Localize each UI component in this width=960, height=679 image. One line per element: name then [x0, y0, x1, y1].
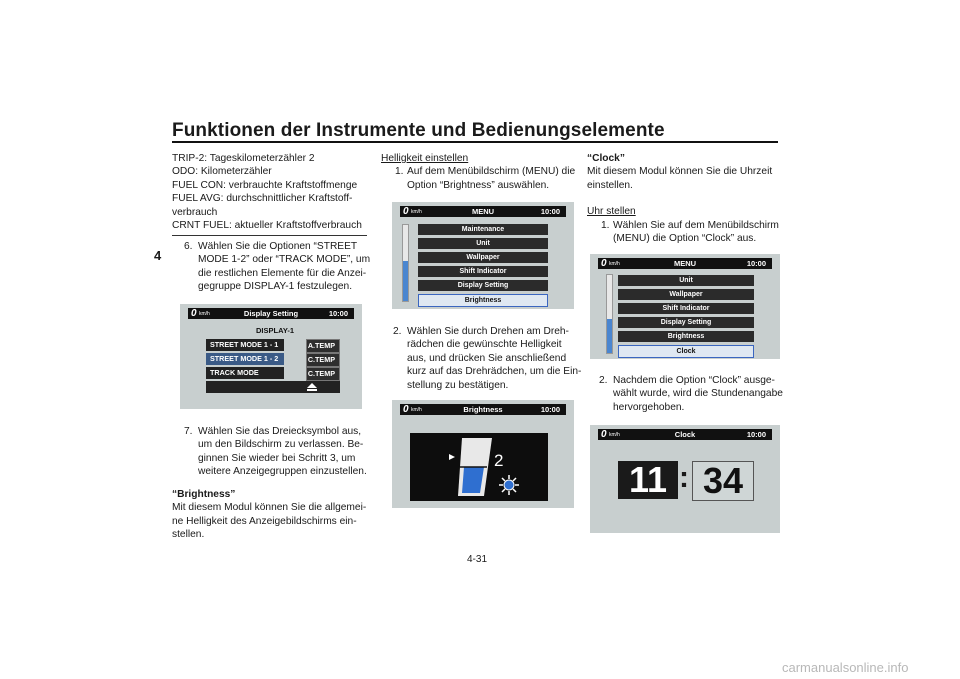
screen-status-bar — [188, 308, 354, 319]
text-line: Nachdem die Option “Clock” ausge- — [613, 375, 775, 386]
brightness-level-gauge[interactable] — [454, 436, 494, 498]
text-line: stellung zu bestätigen. — [407, 379, 509, 391]
step-2-clock — [587, 374, 792, 414]
clock-minutes-field[interactable]: 34 — [692, 461, 754, 501]
screen-status-bar — [598, 258, 772, 269]
text-line: einstellen. — [587, 179, 633, 191]
clock-readout: 10:00 — [328, 309, 348, 318]
menu-item-shift-indicator[interactable]: Shift Indicator — [618, 303, 754, 314]
text-line: Mit diesem Modul können Sie die Uhrzeit — [587, 166, 773, 178]
page-number: 4-31 — [467, 554, 488, 565]
exit-button[interactable] — [206, 381, 340, 393]
column-3 — [587, 152, 787, 245]
speed-unit: km/h — [609, 261, 620, 267]
screen-title: Brightness — [463, 405, 503, 414]
step-number: 1. — [395, 166, 404, 178]
step-number: 2. — [599, 375, 608, 386]
subheading: Helligkeit einstellen — [381, 153, 469, 164]
step-2-brightness — [381, 325, 586, 392]
clock-screen — [590, 425, 780, 533]
step-number: 6. — [184, 241, 193, 252]
menu-scrollbar[interactable] — [402, 224, 409, 302]
step-7 — [172, 425, 372, 479]
text-line: CRNT FUEL: aktueller Kraftstoffverbrauch — [172, 220, 362, 232]
speed-readout: 0 — [191, 308, 197, 319]
text-line: Wählen Sie auf dem Menübildschirm — [613, 219, 779, 231]
row-value: A.TEMP — [307, 341, 335, 350]
speed-readout: 0 — [403, 206, 409, 217]
step-6 — [172, 240, 372, 294]
text-line: MODE 1-2” oder “TRACK MODE”, um — [198, 254, 371, 266]
text-line: ODO: Kilometerzähler — [172, 166, 272, 178]
separator-rule — [172, 235, 367, 236]
display-value-street-1[interactable] — [306, 339, 340, 353]
text-line: aus, und drücken Sie anschließend — [407, 352, 567, 364]
display-setting-screen — [180, 304, 362, 409]
menu-item-shift-indicator[interactable]: Shift Indicator — [418, 266, 548, 277]
section-heading: “Clock” — [587, 153, 625, 164]
menu-item-unit[interactable]: Unit — [618, 275, 754, 286]
text-line: ne Helligkeit des Anzeigebildschirms ein- — [172, 515, 357, 527]
text-line: stellen. — [172, 529, 205, 541]
step-number: 2. — [393, 326, 402, 337]
scrollbar-thumb[interactable] — [403, 261, 408, 301]
row-label: STREET MODE 1 - 2 — [210, 354, 279, 363]
text-line: Wählen Sie durch Drehen am Dreh- — [407, 326, 569, 337]
speed-unit: km/h — [199, 311, 210, 317]
brightness-section — [172, 488, 377, 542]
level-pointer-icon — [448, 453, 456, 461]
step-number: 1. — [601, 219, 610, 231]
text-line: hervorgehoben. — [613, 401, 685, 413]
menu-item-brightness[interactable]: Brightness — [418, 294, 548, 307]
menu-item-wallpaper[interactable]: Wallpaper — [618, 289, 754, 300]
text-line: um den Bildschirm zu verlassen. Be- — [198, 439, 364, 451]
subheading: Uhr stellen — [587, 206, 636, 218]
screen-title: Display Setting — [243, 309, 299, 318]
speed-readout: 0 — [601, 258, 607, 269]
clock-hours-field[interactable]: 11 — [618, 461, 678, 499]
text-line: Mit diesem Modul können Sie die allgemei- — [172, 502, 367, 514]
screen-status-bar — [400, 206, 566, 217]
speed-unit: km/h — [411, 209, 422, 215]
menu-item-display-setting[interactable]: Display Setting — [618, 317, 754, 328]
watermark: carmanualsonline.info — [782, 660, 909, 675]
brightness-display — [410, 433, 548, 501]
text-line: wählt wurde, wird die Stundenangabe — [613, 388, 783, 400]
sun-icon — [498, 474, 520, 496]
section-heading: “Brightness” — [172, 489, 236, 500]
menu-item-brightness[interactable]: Brightness — [618, 331, 754, 342]
row-label: TRACK MODE — [210, 368, 259, 377]
clock-readout: 10:00 — [746, 259, 766, 268]
text-line: (MENU) die Option “Clock” aus. — [613, 233, 757, 245]
text-line: die restlichen Elemente für die Anzei- — [198, 267, 367, 279]
menu-item-maintenance[interactable]: Maintenance — [418, 224, 548, 235]
row-value: C.TEMP — [307, 369, 335, 378]
speed-unit: km/h — [411, 407, 422, 413]
menu-scrollbar[interactable] — [606, 274, 613, 354]
column-1 — [172, 152, 372, 232]
screen-title: MENU — [471, 207, 495, 216]
menu-item-unit[interactable]: Unit — [418, 238, 548, 249]
text-line: FUEL CON: verbrauchte Kraftstoffmenge — [172, 179, 358, 191]
speed-readout: 0 — [403, 404, 409, 415]
screen-title: MENU — [673, 259, 697, 268]
clock-readout: 10:00 — [540, 207, 560, 216]
screen-status-bar — [598, 429, 772, 440]
row-value: C.TEMP — [307, 355, 335, 364]
text-line: Auf dem Menübildschirm (MENU) die — [407, 166, 576, 178]
speed-unit: km/h — [609, 432, 620, 438]
page-title: Funktionen der Instrumente und Bedienungselemente — [172, 120, 665, 141]
eject-triangle-icon — [306, 382, 318, 392]
display-value-track[interactable] — [306, 367, 340, 381]
display-group-label: DISPLAY-1 — [256, 326, 295, 335]
text-line: gegruppe DISPLAY-1 festzulegen. — [198, 281, 353, 293]
menu-screen-brightness — [392, 202, 574, 309]
text-line: TRIP-2: Tageskilometerzähler 2 — [172, 153, 315, 164]
text-line: Wählen Sie die Optionen “STREET — [198, 241, 358, 252]
brightness-screen — [392, 400, 574, 508]
menu-item-clock[interactable]: Clock — [618, 345, 754, 358]
display-row-track[interactable] — [206, 367, 284, 379]
text-line: FUEL AVG: durchschnittlicher Kraftstoff- — [172, 193, 353, 205]
clock-readout: 10:00 — [540, 405, 560, 414]
text-line: verbrauch — [172, 206, 218, 218]
text-line: ginnen Sie wieder bei Schritt 3, um — [198, 452, 356, 464]
text-line: Option “Brightness” auswählen. — [407, 179, 550, 191]
clock-separator: : — [679, 461, 689, 494]
column-2 — [381, 152, 581, 192]
title-rule — [172, 141, 778, 143]
step-number: 7. — [184, 426, 193, 437]
scrollbar-thumb[interactable] — [607, 319, 612, 353]
brightness-level-value: 2 — [494, 451, 504, 470]
menu-item-display-setting[interactable]: Display Setting — [418, 280, 548, 291]
row-label: STREET MODE 1 - 1 — [210, 340, 279, 349]
text-line: kurz auf das Drehrädchen, um die Ein- — [407, 366, 582, 378]
chapter-tab: 4 — [154, 248, 162, 263]
speed-readout: 0 — [601, 429, 607, 440]
menu-item-wallpaper[interactable]: Wallpaper — [418, 252, 548, 263]
screen-title: Clock — [674, 430, 696, 439]
display-row-street-2[interactable] — [206, 353, 284, 365]
display-row-street-1[interactable] — [206, 339, 284, 351]
screen-status-bar — [400, 404, 566, 415]
text-line: Wählen Sie das Dreiecksymbol aus, — [198, 426, 362, 437]
clock-readout: 10:00 — [746, 430, 766, 439]
text-line: rädchen die gewünschte Helligkeit — [407, 339, 562, 351]
text-line: weitere Anzeigegruppen einzustellen. — [198, 466, 367, 478]
display-value-street-2[interactable] — [306, 353, 340, 367]
menu-screen-clock — [590, 254, 780, 359]
